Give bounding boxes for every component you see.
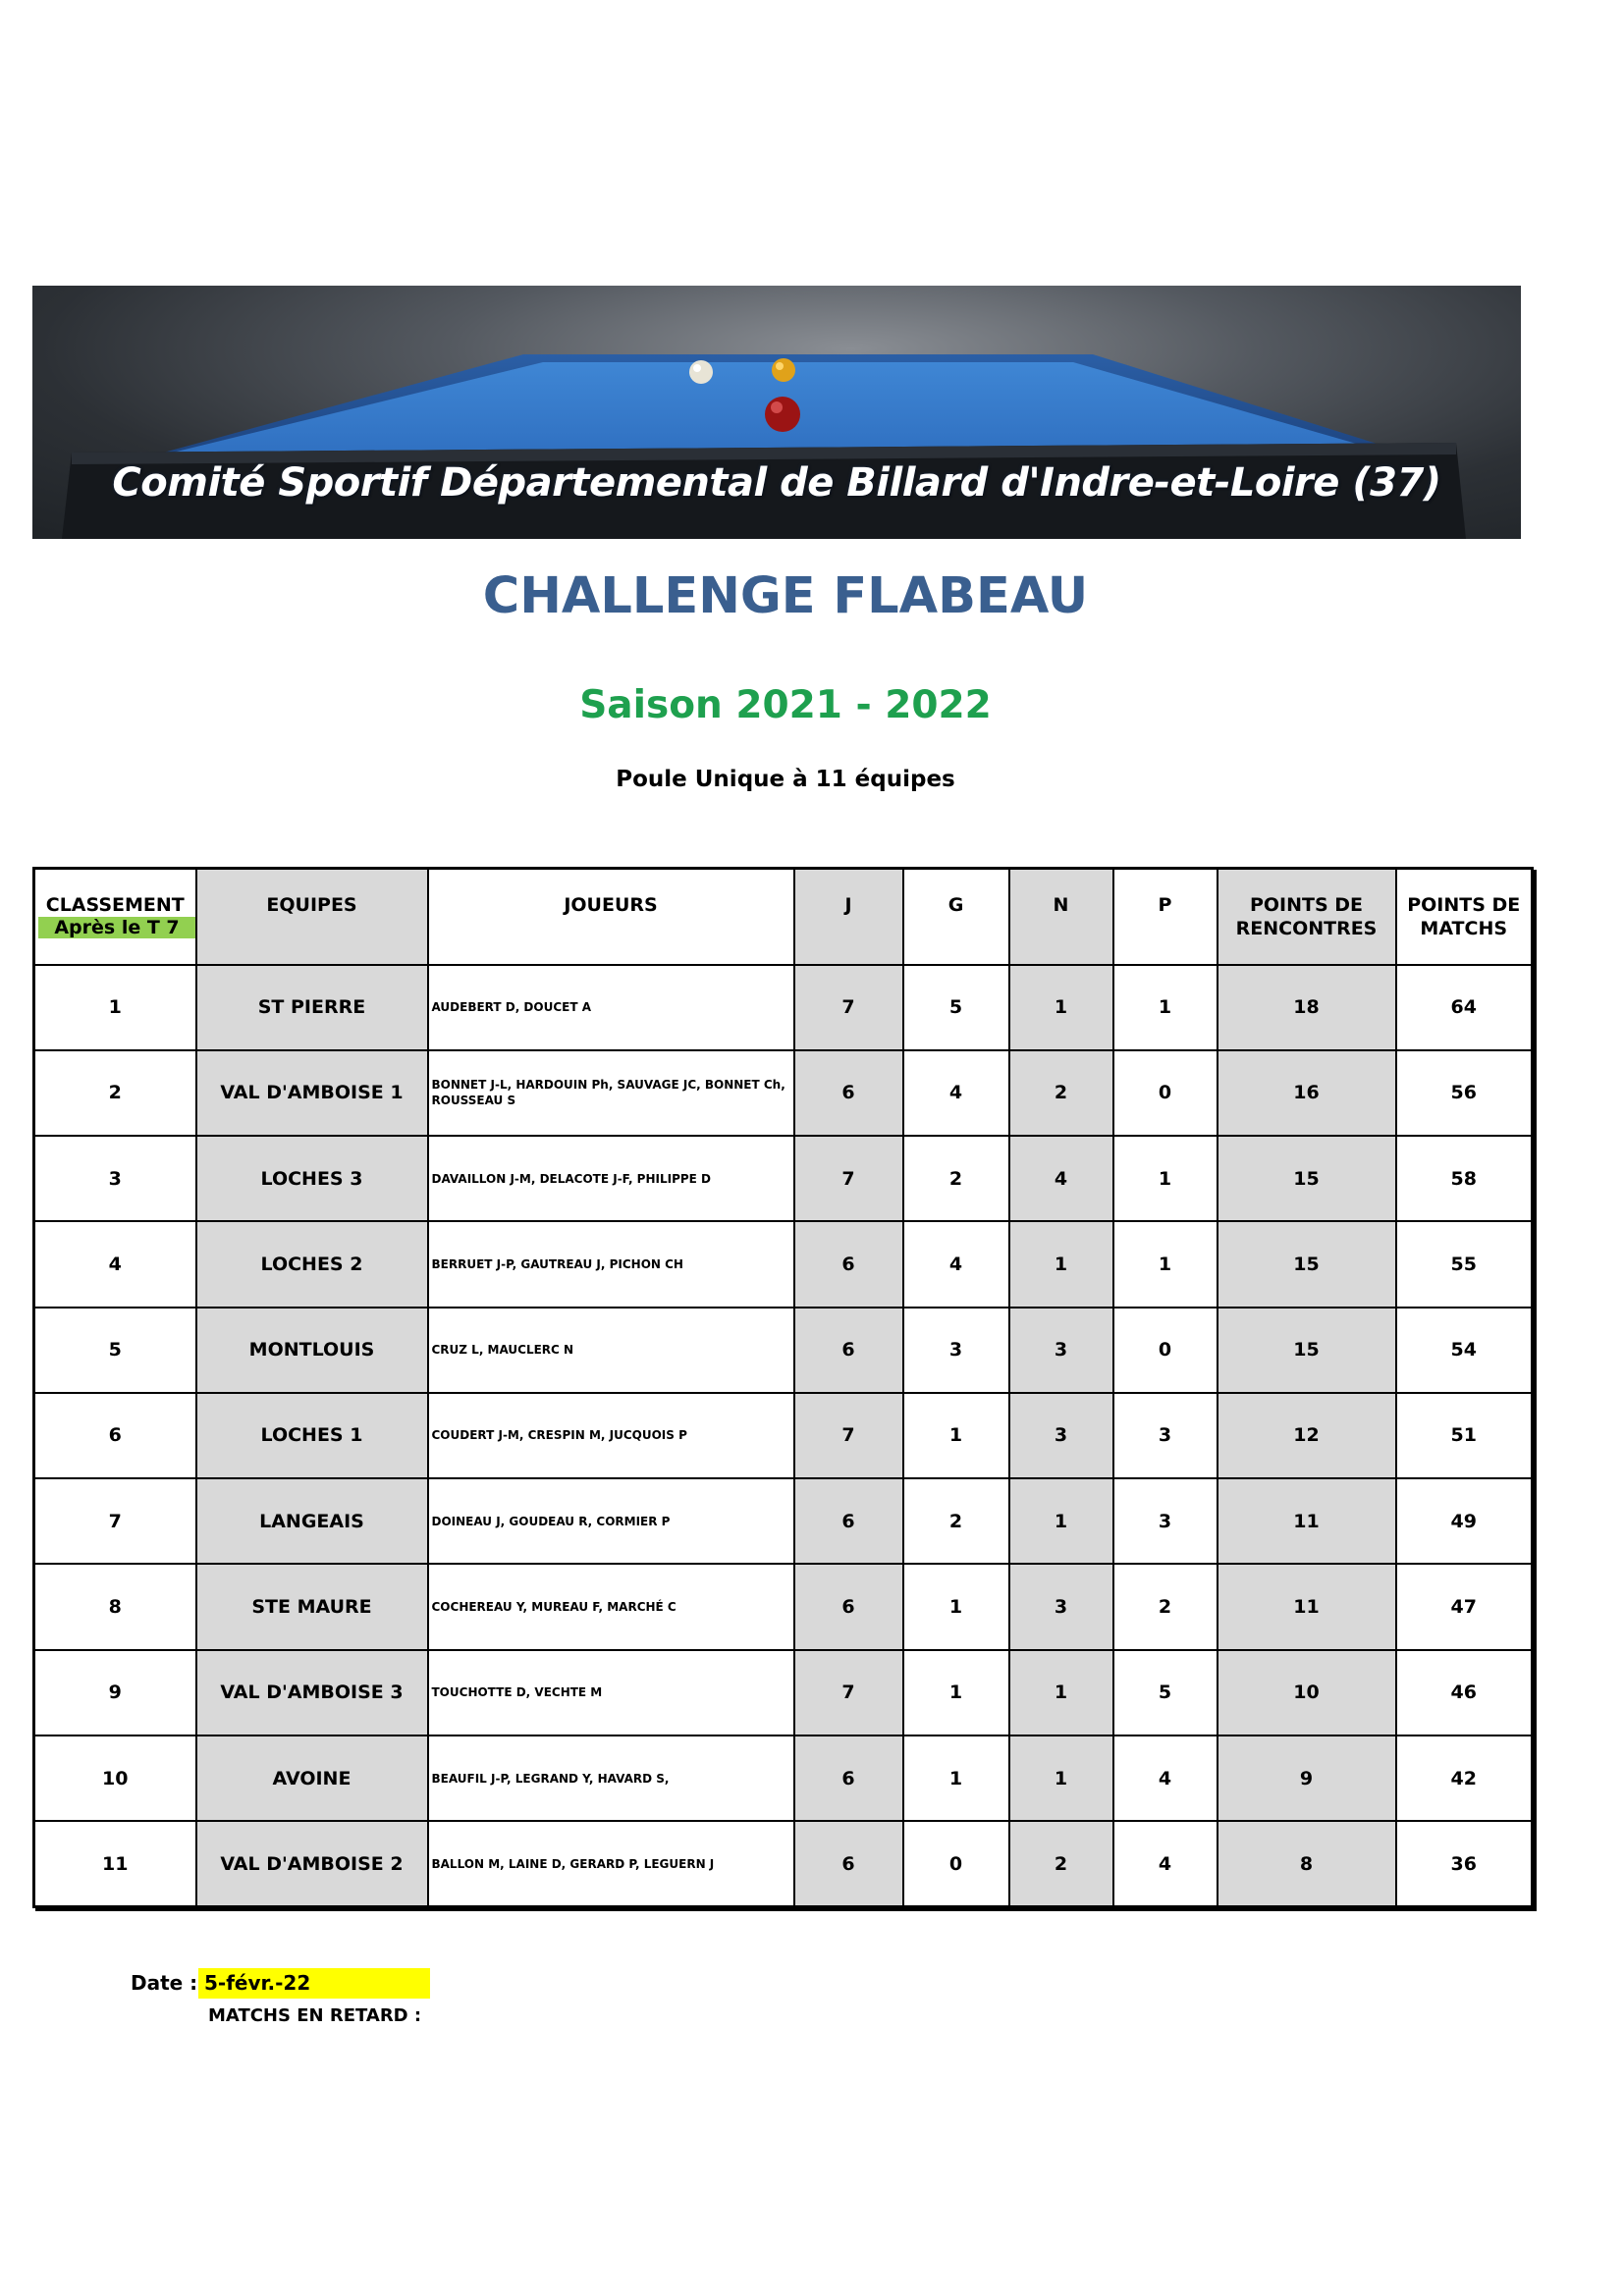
- cell-players: BALLON M, LAINE D, GERARD P, LEGUERN J: [428, 1821, 794, 1906]
- table-row: [34, 1478, 1533, 1564]
- yellow-ball-icon: [772, 358, 795, 382]
- cell-g: 4: [903, 1050, 1009, 1136]
- cell-players: AUDEBERT D, DOUCET A: [428, 965, 794, 1050]
- cell-team: LOCHES 3: [196, 1136, 428, 1221]
- table-row: [34, 1735, 1533, 1821]
- table-row: [34, 965, 1533, 1050]
- date-label: Date :: [131, 1971, 198, 1995]
- cell-players: DAVAILLON J-M, DELACOTE J-F, PHILIPPE D: [428, 1136, 794, 1221]
- table-row: [34, 1564, 1533, 1649]
- poule-subtitle: Poule Unique à 11 équipes: [616, 767, 955, 792]
- cell-players: CRUZ L, MAUCLERC N: [428, 1308, 794, 1393]
- cell-rank: 1: [34, 965, 196, 1050]
- cell-points-rencontres: 15: [1218, 1136, 1396, 1221]
- cell-rank: 8: [34, 1564, 196, 1649]
- late-matches-label: MATCHS EN RETARD :: [208, 2005, 422, 2026]
- cell-j: 7: [794, 1650, 903, 1735]
- cell-g: 5: [903, 965, 1009, 1050]
- cell-points-matchs: 51: [1396, 1393, 1533, 1478]
- header-joueurs: JOUEURS: [428, 869, 794, 965]
- cell-p: 1: [1113, 1221, 1218, 1307]
- cell-j: 7: [794, 965, 903, 1050]
- cell-players: TOUCHOTTE D, VECHTE M: [428, 1650, 794, 1735]
- red-ball-icon: [765, 397, 800, 432]
- cell-g: 1: [903, 1650, 1009, 1735]
- header-points-matchs-line1: POINTS DE: [1407, 894, 1521, 916]
- cell-points-rencontres: 16: [1218, 1050, 1396, 1136]
- cell-team: VAL D'AMBOISE 2: [196, 1821, 428, 1906]
- table-row: [34, 1821, 1533, 1906]
- cell-j: 7: [794, 1136, 903, 1221]
- table-row: [34, 1050, 1533, 1136]
- cell-n: 2: [1009, 1050, 1113, 1136]
- cell-rank: 10: [34, 1735, 196, 1821]
- cell-j: 6: [794, 1050, 903, 1136]
- cell-team: LOCHES 2: [196, 1221, 428, 1307]
- table-row: [34, 1136, 1533, 1221]
- cell-n: 3: [1009, 1308, 1113, 1393]
- cell-team: LOCHES 1: [196, 1393, 428, 1478]
- cell-points-matchs: 64: [1396, 965, 1533, 1050]
- cell-j: 6: [794, 1221, 903, 1307]
- cell-points-rencontres: 15: [1218, 1308, 1396, 1393]
- cell-rank: 5: [34, 1308, 196, 1393]
- standings-table: [32, 867, 1534, 1908]
- cell-team: VAL D'AMBOISE 3: [196, 1650, 428, 1735]
- header-apres-badge: Après le T 7: [38, 917, 195, 938]
- cell-points-rencontres: 10: [1218, 1650, 1396, 1735]
- cell-n: 3: [1009, 1564, 1113, 1649]
- cell-p: 4: [1113, 1735, 1218, 1821]
- cell-g: 1: [903, 1564, 1009, 1649]
- cell-points-rencontres: 15: [1218, 1221, 1396, 1307]
- cell-g: 3: [903, 1308, 1009, 1393]
- cell-p: 4: [1113, 1821, 1218, 1906]
- cell-p: 1: [1113, 1136, 1218, 1221]
- cell-g: 1: [903, 1393, 1009, 1478]
- header-p: P: [1113, 869, 1218, 965]
- cell-p: 1: [1113, 965, 1218, 1050]
- header-points-matchs-line2: MATCHS: [1420, 918, 1508, 939]
- cell-n: 1: [1009, 1221, 1113, 1307]
- cell-n: 1: [1009, 1650, 1113, 1735]
- cell-rank: 2: [34, 1050, 196, 1136]
- page-title: CHALLENGE FLABEAU: [482, 567, 1089, 625]
- cell-j: 6: [794, 1821, 903, 1906]
- header-n: N: [1009, 869, 1113, 965]
- cell-team: MONTLOUIS: [196, 1308, 428, 1393]
- cell-p: 3: [1113, 1393, 1218, 1478]
- cell-players: COUDERT J-M, CRESPIN M, JUCQUOIS P: [428, 1393, 794, 1478]
- cell-points-matchs: 36: [1396, 1821, 1533, 1906]
- cell-g: 2: [903, 1136, 1009, 1221]
- cell-points-matchs: 58: [1396, 1136, 1533, 1221]
- cell-players: DOINEAU J, GOUDEAU R, CORMIER P: [428, 1478, 794, 1564]
- cell-n: 1: [1009, 1478, 1113, 1564]
- cell-j: 6: [794, 1564, 903, 1649]
- cell-rank: 7: [34, 1478, 196, 1564]
- cell-p: 5: [1113, 1650, 1218, 1735]
- cell-players: COCHEREAU Y, MUREAU F, MARCHÉ C: [428, 1564, 794, 1649]
- table-row: [34, 1308, 1533, 1393]
- cell-team: VAL D'AMBOISE 1: [196, 1050, 428, 1136]
- white-ball-icon: [689, 360, 713, 384]
- header-points-rencontres-line2: RENCONTRES: [1235, 918, 1378, 939]
- cell-team: ST PIERRE: [196, 965, 428, 1050]
- cell-points-rencontres: 11: [1218, 1478, 1396, 1564]
- cell-j: 6: [794, 1735, 903, 1821]
- cell-team: LANGEAIS: [196, 1478, 428, 1564]
- cell-players: BEAUFIL J-P, LEGRAND Y, HAVARD S,: [428, 1735, 794, 1821]
- cell-j: 6: [794, 1478, 903, 1564]
- cell-players: BERRUET J-P, GAUTREAU J, PICHON CH: [428, 1221, 794, 1307]
- cell-points-matchs: 46: [1396, 1650, 1533, 1735]
- cell-n: 1: [1009, 965, 1113, 1050]
- cell-p: 3: [1113, 1478, 1218, 1564]
- table-row: [34, 1221, 1533, 1307]
- cell-g: 0: [903, 1821, 1009, 1906]
- cell-rank: 11: [34, 1821, 196, 1906]
- header-j: J: [794, 869, 903, 965]
- cell-p: 2: [1113, 1564, 1218, 1649]
- cell-n: 1: [1009, 1735, 1113, 1821]
- header-equipes: EQUIPES: [196, 869, 428, 965]
- table-row: [34, 1393, 1533, 1478]
- cell-points-matchs: 42: [1396, 1735, 1533, 1821]
- header-classement: [34, 869, 196, 965]
- cell-rank: 9: [34, 1650, 196, 1735]
- cell-j: 6: [794, 1308, 903, 1393]
- cell-n: 2: [1009, 1821, 1113, 1906]
- cell-team: STE MAURE: [196, 1564, 428, 1649]
- cell-p: 0: [1113, 1308, 1218, 1393]
- cell-points-matchs: 47: [1396, 1564, 1533, 1649]
- cell-points-matchs: 56: [1396, 1050, 1533, 1136]
- header-points-rencontres: [1218, 869, 1396, 965]
- cell-points-rencontres: 9: [1218, 1735, 1396, 1821]
- cell-points-matchs: 49: [1396, 1478, 1533, 1564]
- cell-players: BONNET J-L, HARDOUIN Ph, SAUVAGE JC, BONNET Ch, ROUSSEAU S: [428, 1050, 794, 1136]
- cell-j: 7: [794, 1393, 903, 1478]
- header-g: G: [903, 869, 1009, 965]
- cell-points-rencontres: 11: [1218, 1564, 1396, 1649]
- cell-p: 0: [1113, 1050, 1218, 1136]
- cell-points-rencontres: 8: [1218, 1821, 1396, 1906]
- header-points-matchs: [1396, 869, 1533, 965]
- cell-points-matchs: 55: [1396, 1221, 1533, 1307]
- cell-rank: 3: [34, 1136, 196, 1221]
- cell-g: 1: [903, 1735, 1009, 1821]
- header-points-rencontres-line1: POINTS DE: [1249, 894, 1364, 916]
- cell-points-rencontres: 12: [1218, 1393, 1396, 1478]
- table-row: [34, 1650, 1533, 1735]
- cell-points-rencontres: 18: [1218, 965, 1396, 1050]
- cell-n: 3: [1009, 1393, 1113, 1478]
- cell-n: 4: [1009, 1136, 1113, 1221]
- banner-title: Comité Sportif Départemental de Billard d'Indre-et-Loire (37): [112, 460, 1441, 506]
- cell-points-matchs: 54: [1396, 1308, 1533, 1393]
- cell-rank: 6: [34, 1393, 196, 1478]
- cell-g: 2: [903, 1478, 1009, 1564]
- cell-rank: 4: [34, 1221, 196, 1307]
- header-banner: [32, 286, 1521, 539]
- cell-team: AVOINE: [196, 1735, 428, 1821]
- cell-g: 4: [903, 1221, 1009, 1307]
- header-classement-label: CLASSEMENT: [45, 894, 185, 916]
- date-value: 5-févr.-22: [198, 1968, 430, 1999]
- season-title: Saison 2021 - 2022: [579, 683, 992, 727]
- table-header-row: [34, 869, 1533, 965]
